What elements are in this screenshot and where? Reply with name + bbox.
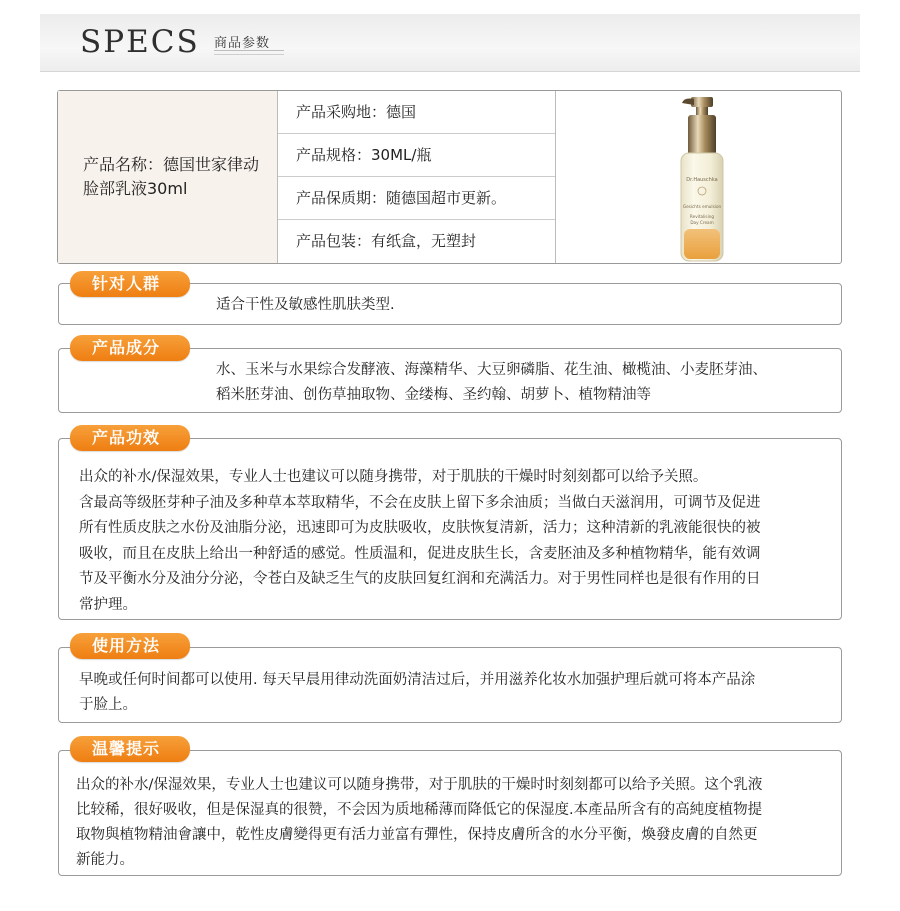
audience-text: 适合干性及敏感性肌肤类型. bbox=[216, 297, 395, 313]
tips-tab: 温馨提示 bbox=[70, 736, 190, 762]
info-row-spec: 产品规格：30ML/瓶 bbox=[278, 134, 555, 177]
usage-line: 于脸上。 bbox=[79, 697, 137, 713]
usage-tab: 使用方法 bbox=[70, 633, 190, 659]
info-row-shelf-life: 产品保质期：随德国超市更新。 bbox=[278, 177, 555, 220]
ingredients-text bbox=[216, 358, 767, 408]
effects-line: 出众的补水/保湿效果，专业人士也建议可以随身携带，对于肌肤的干燥时时刻刻都可以给予关照。 bbox=[79, 469, 708, 485]
effects-tab: 产品功效 bbox=[70, 425, 190, 451]
specs-title: SPECS bbox=[80, 24, 200, 60]
product-info-table bbox=[57, 90, 842, 264]
product-image bbox=[556, 91, 841, 263]
ingredients-tab: 产品成分 bbox=[70, 335, 190, 361]
specs-subtitle-rule bbox=[214, 50, 284, 55]
audience-tab: 针对人群 bbox=[70, 271, 190, 297]
product-info-rows bbox=[278, 91, 556, 263]
bottle-brand-text: Dr.Hauschka bbox=[686, 177, 718, 183]
effects-text bbox=[79, 465, 761, 618]
usage-text bbox=[79, 668, 755, 718]
product-name: 产品名称：德国世家律动脸部乳液30ml bbox=[83, 155, 260, 198]
ingredients-line: 稻米胚芽油、创伤草抽取物、金缕梅、圣约翰、胡萝卜、植物精油等 bbox=[216, 387, 651, 403]
bottle-label-line-2: Revitalising bbox=[689, 214, 715, 219]
effects-line: 吸收，而且在皮肤上给出一种舒适的感觉。性质温和，促进皮肤生长，含麦胚油及多种植物精华，能有效调 bbox=[79, 545, 761, 562]
usage-line: 早晚或任何时间都可以使用. 每天早晨用律动洗面奶清洁过后，并用滋养化妆水加强护理后就可将本产品涂 bbox=[79, 672, 756, 688]
tips-line: 比较稀，很好吸收，但是保湿真的很赞，不会因为质地稀薄而降低它的保湿度.本產品所含有的高純度植物提 bbox=[76, 802, 763, 818]
effects-line: 节及平衡水分及油分分泌，令苍白及缺乏生气的皮肤回复红润和充满活力。对于男性同样也是很有作用的日 bbox=[79, 571, 761, 587]
effects-line: 常护理。 bbox=[79, 596, 137, 613]
tips-line: 新能力。 bbox=[76, 852, 134, 868]
bottle-label-line-1: Gesichts emulsion bbox=[682, 204, 722, 209]
info-row-packaging: 产品包装：有纸盒，无塑封 bbox=[296, 232, 477, 250]
specs-subtitle: 商品参数 bbox=[214, 36, 271, 51]
ingredients-line: 水、玉米与水果综合发酵液、海藻精华、大豆卵磷脂、花生油、橄榄油、小麦胚芽油、 bbox=[216, 362, 767, 378]
info-row-origin: 产品采购地：德国 bbox=[278, 91, 555, 134]
effects-line: 含最高等级胚芽种子油及多种草本萃取精华，不会在皮肤上留下多余油质；当做白天滋润用，可调节及促进 bbox=[79, 494, 761, 511]
tips-text bbox=[76, 773, 762, 873]
effects-section bbox=[58, 438, 842, 620]
tips-line: 出众的补水/保湿效果，专业人士也建议可以随身携带，对于肌肤的干燥时时刻刻都可以给予关照。这个乳液 bbox=[76, 777, 763, 793]
pump-bottle-image bbox=[556, 91, 841, 263]
product-name-cell bbox=[58, 91, 278, 263]
bottle-label-line-3: Day Cream bbox=[690, 220, 714, 225]
effects-line: 所有性质皮肤之水份及油脂分泌，迅速即可为皮肤吸收，皮肤恢复清新，活力；这种清新的乳液能很快的被 bbox=[79, 520, 761, 536]
tips-line: 取物與植物精油會讓中，乾性皮膚變得更有活力並富有彈性，保持皮膚所含的水分平衡，煥發皮膚的自然更 bbox=[76, 827, 758, 843]
tips-section bbox=[58, 750, 842, 876]
